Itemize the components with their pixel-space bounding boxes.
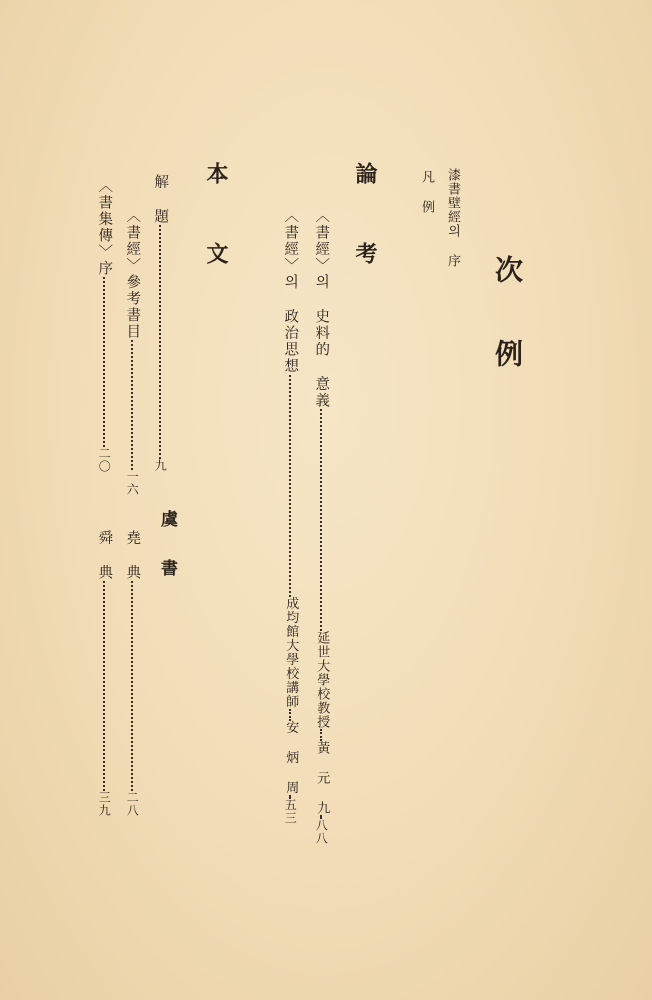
toc-intro-1 bbox=[152, 174, 169, 472]
intro-1-page: 九 bbox=[153, 459, 168, 472]
toc-preface bbox=[446, 168, 459, 268]
essay-2-title: 〈書經〉의 政治思想 bbox=[282, 208, 299, 375]
essay-1-affiliation: 延世大學校教授 bbox=[314, 631, 330, 729]
essay-2-page: 五三 bbox=[283, 798, 298, 825]
essay-1-page: 八八 bbox=[314, 819, 329, 845]
leader-dots bbox=[289, 375, 291, 597]
intro-2-label: 〈書經〉參考書目 bbox=[124, 208, 141, 340]
toc-preface-label: 漆書壁經의 序 bbox=[445, 168, 460, 268]
essay-1-author: 黃 元 九 bbox=[314, 741, 330, 815]
leader-dots bbox=[131, 581, 133, 791]
toc-notes-label: 凡 例 bbox=[419, 170, 434, 214]
chapter-1-page: 二八 bbox=[125, 791, 140, 817]
section-heading-yu: 虞 書 bbox=[157, 510, 177, 582]
essay-2-affiliation: 成均館大學校講師 bbox=[283, 596, 299, 709]
page-title bbox=[491, 255, 524, 373]
toc-intro-2 bbox=[124, 208, 141, 496]
toc-intro-3 bbox=[96, 178, 113, 473]
chapter-2-label: 舜 典 bbox=[96, 530, 113, 581]
toc-notes bbox=[420, 170, 433, 214]
essay-1-title: 〈書經〉의 史料的 意義 bbox=[313, 208, 330, 409]
toc-essay-2 bbox=[282, 208, 299, 825]
intro-1-label: 解 題 bbox=[152, 174, 169, 225]
leader-dots bbox=[131, 340, 133, 470]
leader-dots bbox=[320, 729, 322, 741]
chapter-1-label: 堯 典 bbox=[124, 530, 141, 581]
title-char-1: 次 bbox=[491, 255, 524, 289]
intro-3-page: 二〇 bbox=[97, 447, 112, 473]
intro-3-label: 〈書集傳〉序 bbox=[96, 178, 113, 277]
leader-dots bbox=[159, 225, 161, 459]
chapter-2-page: 三九 bbox=[97, 791, 112, 817]
leader-dots bbox=[103, 581, 105, 791]
essay-2-author: 安 炳 周 bbox=[283, 720, 299, 795]
toc-chapter-1 bbox=[124, 530, 141, 817]
title-char-2: 例 bbox=[491, 339, 524, 373]
leader-dots bbox=[320, 409, 322, 631]
intro-2-page: 一六 bbox=[125, 470, 140, 496]
toc-essay-1 bbox=[313, 208, 330, 845]
leader-dots bbox=[103, 277, 105, 447]
section-heading-essays: 論 考 bbox=[352, 162, 378, 280]
toc-chapter-2 bbox=[96, 530, 113, 817]
leader-dots bbox=[289, 709, 291, 721]
section-heading-main: 本 文 bbox=[203, 162, 229, 280]
